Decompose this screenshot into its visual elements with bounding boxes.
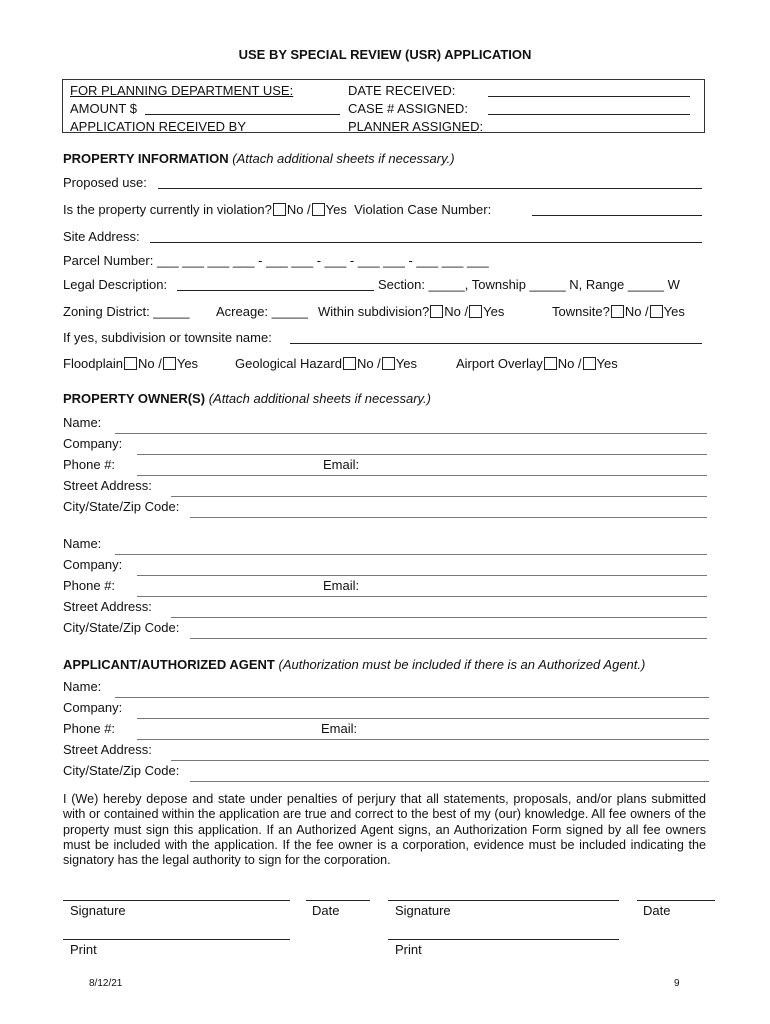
owner1-city-field[interactable] xyxy=(190,517,707,518)
footer-date: 8/12/21 xyxy=(89,978,123,989)
subdivision-no-checkbox[interactable] xyxy=(430,305,443,318)
page-number: 9 xyxy=(674,978,680,989)
print2-label: Print xyxy=(395,942,422,957)
signature1-label: Signature xyxy=(70,903,126,918)
date2-label: Date xyxy=(643,903,671,918)
case-assigned-field[interactable] xyxy=(488,114,690,115)
owner2-phone-email-field[interactable] xyxy=(137,596,707,597)
zoning-district[interactable]: Zoning District: _____ xyxy=(63,304,190,319)
owner1-street-label: Street Address: xyxy=(63,478,152,493)
property-info-heading: PROPERTY INFORMATION (Attach additional sheets if necessary.) xyxy=(63,151,455,166)
signature1-line[interactable] xyxy=(63,900,290,901)
geo-hazard-no-checkbox[interactable] xyxy=(343,357,356,370)
agent-email-label: Email: xyxy=(321,721,358,736)
proposed-use-label: Proposed use: xyxy=(63,175,147,190)
subdivision-yes-checkbox[interactable] xyxy=(469,305,482,318)
owner1-email-label: Email: xyxy=(323,457,360,472)
acreage[interactable]: Acreage: _____ xyxy=(216,304,308,319)
airport-overlay-row: Airport Overlay No / Yes xyxy=(456,356,618,371)
declaration-text: I (We) hereby depose and state under penalties of perjury that all statements, proposals, and/or plans submitted with or contained within the application are true and correct to the best of my (our) knowledge. All fee owners of the property must sign this application. If an Authorized Agent signs, an Authorization Form signed by all fee owners must be included with the application. If the fee owner is a corporation, evidence must be included indicating the signatory has the legal authority to sign for the corporation. xyxy=(63,792,706,868)
legal-description-field[interactable] xyxy=(177,290,374,291)
agent-company-label: Company: xyxy=(63,700,123,715)
owner1-phone-email-field[interactable] xyxy=(137,475,707,476)
violation-case-field[interactable] xyxy=(532,215,702,216)
date-received-field[interactable] xyxy=(488,96,690,97)
planner-assigned-label: PLANNER ASSIGNED: xyxy=(348,119,484,134)
date-received-label: DATE RECEIVED: xyxy=(348,83,456,98)
owner2-email-label: Email: xyxy=(323,578,360,593)
owner2-name-label: Name: xyxy=(63,536,102,551)
print1-label: Print xyxy=(70,942,97,957)
floodplain-row: Floodplain No / Yes xyxy=(63,356,199,371)
site-address-label: Site Address: xyxy=(63,229,140,244)
amount-field[interactable] xyxy=(145,114,340,115)
site-address-field[interactable] xyxy=(150,242,702,243)
subdivision-name-field[interactable] xyxy=(290,343,702,344)
violation-yes-checkbox[interactable] xyxy=(312,203,325,216)
geo-hazard-row: Geological Hazard No / Yes xyxy=(235,356,418,371)
agent-phone-email-field[interactable] xyxy=(137,739,709,740)
app-received-by-label: APPLICATION RECEIVED BY xyxy=(70,119,247,134)
agent-street-label: Street Address: xyxy=(63,742,152,757)
owner2-street-field[interactable] xyxy=(171,617,707,618)
amount-label: AMOUNT $ xyxy=(70,101,137,116)
agent-city-label: City/State/Zip Code: xyxy=(63,763,180,778)
owner1-phone-label: Phone #: xyxy=(63,457,116,472)
floodplain-no-checkbox[interactable] xyxy=(124,357,137,370)
owner2-city-field[interactable] xyxy=(190,638,707,639)
violation-no-checkbox[interactable] xyxy=(273,203,286,216)
violation-row: Is the property currently in violation? No / Yes Violation Case Number: xyxy=(63,202,492,217)
owners-heading: PROPERTY OWNER(S) (Attach additional sheets if necessary.) xyxy=(63,391,432,406)
signature2-line[interactable] xyxy=(388,900,619,901)
agent-phone-label: Phone #: xyxy=(63,721,116,736)
parcel-number-row: Parcel Number: ___ ___ ___ ___ - ___ ___ - ___ - ___ ___ - ___ ___ ___ xyxy=(63,253,489,268)
owner2-company-field[interactable] xyxy=(137,575,707,576)
airport-no-checkbox[interactable] xyxy=(544,357,557,370)
owner2-name-field[interactable] xyxy=(115,554,707,555)
owner1-name-label: Name: xyxy=(63,415,102,430)
subdivision-name-label: If yes, subdivision or townsite name: xyxy=(63,330,272,345)
agent-street-field[interactable] xyxy=(171,760,709,761)
print2-line[interactable] xyxy=(388,939,619,940)
print1-line[interactable] xyxy=(63,939,290,940)
townsite-no-checkbox[interactable] xyxy=(611,305,624,318)
owner1-company-label: Company: xyxy=(63,436,123,451)
owner1-name-field[interactable] xyxy=(115,433,707,434)
form-title: USE BY SPECIAL REVIEW (USR) APPLICATION xyxy=(238,47,532,62)
townsite-yes-checkbox[interactable] xyxy=(650,305,663,318)
floodplain-yes-checkbox[interactable] xyxy=(163,357,176,370)
owner2-street-label: Street Address: xyxy=(63,599,152,614)
owner2-phone-label: Phone #: xyxy=(63,578,116,593)
proposed-use-field[interactable] xyxy=(158,188,702,189)
subdivision-row: Within subdivision? No / Yes xyxy=(318,304,505,319)
geo-hazard-yes-checkbox[interactable] xyxy=(382,357,395,370)
airport-yes-checkbox[interactable] xyxy=(583,357,596,370)
parcel-number-field[interactable]: ___ ___ ___ ___ - ___ ___ - ___ - ___ ___ - ___ ___ ___ xyxy=(156,253,489,268)
signature2-label: Signature xyxy=(395,903,451,918)
office-use-header: FOR PLANNING DEPARTMENT USE: xyxy=(70,83,294,98)
agent-company-field[interactable] xyxy=(137,718,709,719)
owner1-company-field[interactable] xyxy=(137,454,707,455)
agent-name-label: Name: xyxy=(63,679,102,694)
date1-label: Date xyxy=(312,903,340,918)
case-assigned-label: CASE # ASSIGNED: xyxy=(348,101,468,116)
section-township-range[interactable]: Section: _____, Township _____ N, Range _____ W xyxy=(378,277,680,292)
owner1-city-label: City/State/Zip Code: xyxy=(63,499,180,514)
legal-description-label: Legal Description: xyxy=(63,277,168,292)
agent-name-field[interactable] xyxy=(115,697,709,698)
owner1-street-field[interactable] xyxy=(171,496,707,497)
owner2-city-label: City/State/Zip Code: xyxy=(63,620,180,635)
townsite-row: Townsite? No / Yes xyxy=(552,304,685,319)
agent-heading: APPLICANT/AUTHORIZED AGENT (Authorization must be included if there is an Authorized Agent.) xyxy=(63,657,646,672)
owner2-company-label: Company: xyxy=(63,557,123,572)
agent-city-field[interactable] xyxy=(190,781,709,782)
date2-line[interactable] xyxy=(637,900,715,901)
date1-line[interactable] xyxy=(306,900,370,901)
